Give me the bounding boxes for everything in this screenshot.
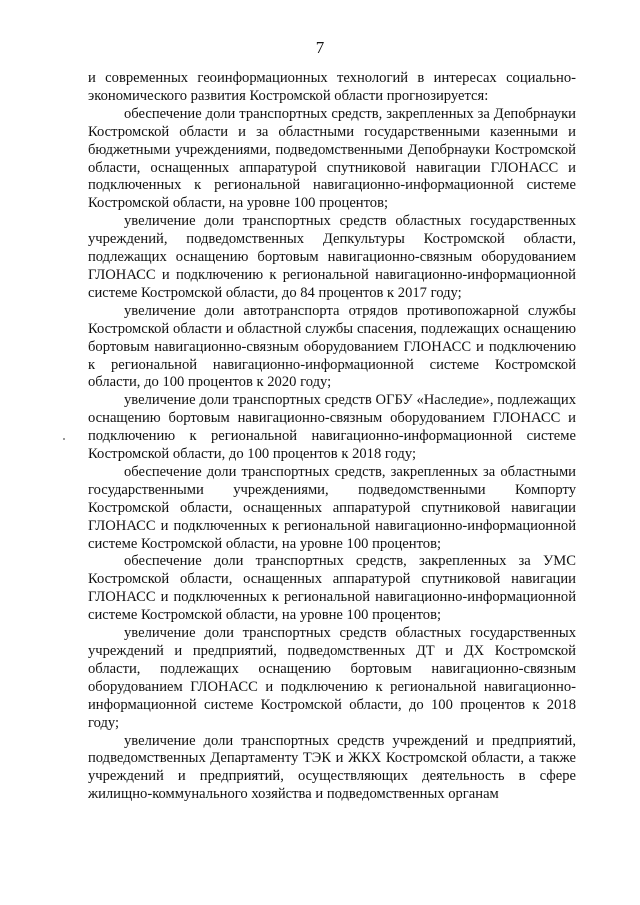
paragraph-tek-zhkh: увеличение доли транспортных средств учреждений и предприятий, подведомственных Департаменту ТЭК и ЖКХ Костромской области, а также учреждений и предприятий, осуществляющих деятельность в сфере жилищно-коммунального хозяйства и подведомственных органам xyxy=(88,732,576,803)
paragraph-intro: и современных геоинформационных технологий в интересах социально-экономического развития Костромской области прогнозируется: xyxy=(88,70,576,104)
paragraph-depkultury: увеличение доли транспортных средств областных государственных учреждений, подведомственных Депкультуры Костромской области, подлежащих оснащению бортовым навигационно-связным оборудованием ГЛОНАСС и подключению к региональной навигационно-информационной системе Костромской области, до 84 процентов к 2017 году; xyxy=(88,213,576,301)
paragraph-depobrnauki: обеспечение доли транспортных средств, закрепленных за Депобрнауки Костромской области и за областными государственными казенными и бюджетными учреждениями, подведомственными Депобрнауки Костромской области, оснащенных аппаратурой спутниковой навигации ГЛОНАСС и подключенных к региональной навигационно-информационной системе Костромской области, на уровне 100 процентов; xyxy=(88,105,576,212)
paragraph-ums: обеспечение доли транспортных средств, закрепленных за УМС Костромской области, оснащенных аппаратурой спутниковой навигации ГЛОНАСС и подключенных к региональной навигационно-информационной системе Костромской области, на уровне 100 процентов; xyxy=(88,553,576,624)
paragraph-fire-service: увеличение доли автотранспорта отрядов противопожарной службы Костромской области и областной службы спасения, подлежащих оснащению бортовым навигационно-связным оборудованием ГЛОНАСС и подключению к региональной навигационно-информационной системе Костромской области, до 100 процентов к 2020 году; xyxy=(88,302,576,391)
paragraph-nasledie: увеличение доли транспортных средств ОГБУ «Наследие», подлежащих оснащению бортовым навигационно-связным оборудованием ГЛОНАСС и подключению к региональной навигационно-информационной системе Костромской области, до 100 процентов к 2018 году; xyxy=(88,392,576,463)
paragraph-komport: обеспечение доли транспортных средств, закрепленных за областными государственными учреждениями, подведомственными Компорту Костромской области, оснащенных аппаратурой спутниковой навигации ГЛОНАСС и подключенных к региональной навигационно-информационной системе Костромской области, на уровне 100 процентов; xyxy=(88,463,576,552)
scan-speck xyxy=(63,438,65,440)
page-number: 7 xyxy=(315,38,325,57)
paragraph-dt-dh: увеличение доли транспортных средств областных государственных учреждений и предприятий, подведомственных ДТ и ДХ Костромской области, подлежащих оснащению бортовым навигационно-связным оборудованием ГЛОНАСС и подключению к региональной навигационно-информационной системе Костромской области, до 100 процентов к 2018 году; xyxy=(88,625,576,731)
body-text xyxy=(88,70,576,804)
